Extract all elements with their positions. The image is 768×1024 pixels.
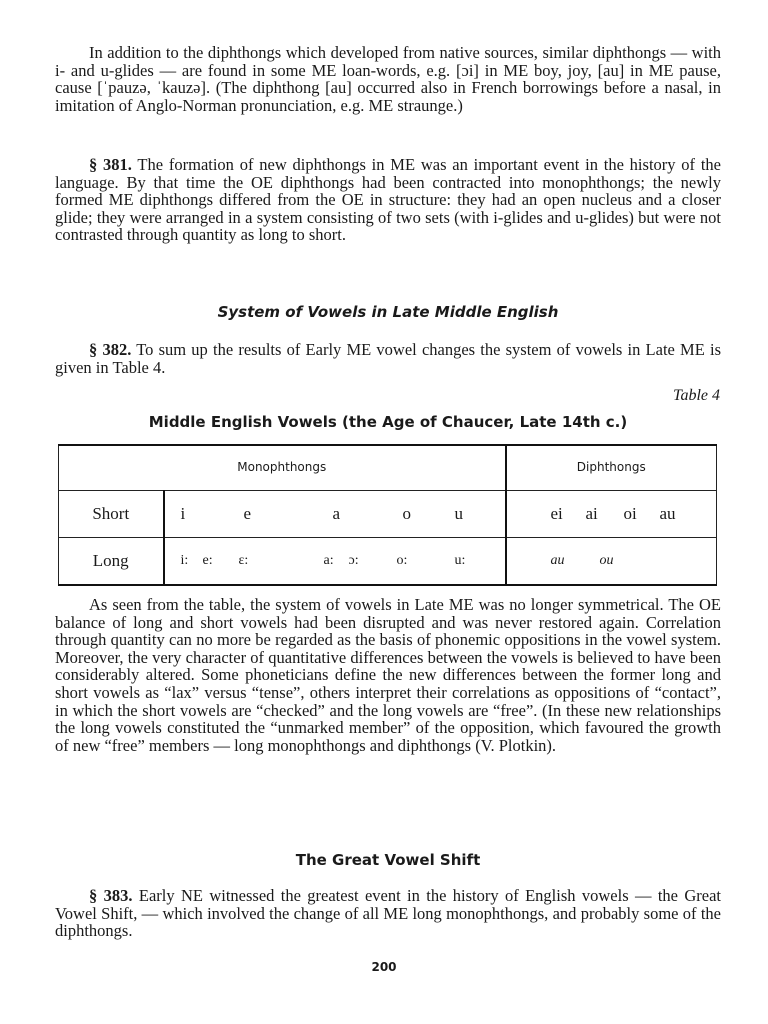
vowel-short-a: a xyxy=(332,504,341,524)
diphthong-short-au: au xyxy=(659,504,676,524)
section-number-381: § 381. xyxy=(89,155,132,174)
vowel-long-o: o: xyxy=(396,553,408,569)
paragraph-383 xyxy=(55,887,721,940)
diphthong-short-ai: ai xyxy=(585,504,598,524)
diphthong-short-ei: ei xyxy=(550,504,563,524)
paragraph-after-table: As seen from the table, the system of vowels in Late ME was no longer symmetrical. The OE balance of long and short vowels had been disrupted and was never restored again. Correlation through quantity can no more be regarded as the basis of phonemic oppositions in the vowel system. Moreover, the very character of quantitative differences between the vowels is believed to have been considerably altered. Some phoneticians define the new differences between the former long and short vowels as “lax” versus “tense”, others interpret their correlations as oppositions of “contact”, in which the short vowels are “checked” and the long vowels are “free”. (In these new relationships the long vowels constituted the “unmarked member” of the opposition, which favoured the growth of new “free” members — long monophthongs and diphthongs (V. Plotkin). xyxy=(55,595,721,755)
vowel-short-i: i xyxy=(180,504,186,524)
vowel-long-a: a: xyxy=(323,553,334,569)
diphthongs-header: Diphthongs xyxy=(506,445,717,491)
paragraph-diphthong-loanwords: In addition to the diphthongs which developed from native sources, similar diphthongs — with i- and u-glides — are found in some ME loan-words, e.g. [ɔi] in ME boy, joy, [au] in ME pause, cause [ˈpauzə, ˈkauzə]. (The diphthong [au] occurred also in French borrowings before a nasal, in imitation of Anglo-Norman pronunciation, e.g. ME straunge.) xyxy=(55,43,721,115)
table-row-long xyxy=(59,538,717,586)
diphthong-long-ou: ou xyxy=(599,553,614,569)
vowel-long-u: u: xyxy=(454,553,466,569)
vowel-short-e: e xyxy=(243,504,252,524)
short-monophthongs-cell xyxy=(164,491,506,538)
vowel-long-open-e: ɛ: xyxy=(238,553,249,569)
short-diphthongs-cell xyxy=(506,491,717,538)
vowel-short-u: u xyxy=(454,504,463,524)
diphthong-long-au: au xyxy=(550,553,565,569)
vowel-long-e: e: xyxy=(202,553,213,569)
table-header-row xyxy=(59,445,717,491)
vowel-short-o: o xyxy=(402,504,411,524)
section-text-383: Early NE witnessed the greatest event in the history of English vowels — the Great Vowel Shift, — which involved the change of all ME long monophthongs, and probably some of the diphthongs. xyxy=(55,886,722,941)
heading-great-vowel-shift: The Great Vowel Shift xyxy=(295,851,481,869)
table-row-short xyxy=(59,491,717,538)
section-number-383: § 383. xyxy=(89,886,133,905)
monophthongs-header: Monophthongs xyxy=(59,445,506,491)
section-text-382: To sum up the results of Early ME vowel changes the system of vowels in Late ME is given in Table 4. xyxy=(55,340,722,377)
paragraph-381 xyxy=(55,156,721,244)
section-number-382: § 382. xyxy=(89,340,132,359)
diphthong-short-oi: oi xyxy=(623,504,637,524)
page-number: 200 xyxy=(371,960,397,974)
long-diphthongs-cell xyxy=(506,538,717,586)
vowel-long-open-o: ɔ: xyxy=(348,553,359,569)
paragraph-382 xyxy=(55,341,721,376)
vowel-long-i: i: xyxy=(180,553,189,569)
table-label: Table 4 xyxy=(673,387,720,404)
row-label-long: Long xyxy=(59,538,164,586)
vowels-table xyxy=(58,444,717,586)
section-text-381: The formation of new diphthongs in ME was an important event in the history of the language. By that time the OE diphthongs had been contracted into monophthongs; the newly formed ME diphthongs differed from the OE in structure: they had an open nucleus and a closer glide; they were arranged in a system consisting of two sets (with i-glides and u-glides) but were not contrasted through quantity as long to short. xyxy=(55,155,722,245)
heading-system-of-vowels: System of Vowels in Late Middle English xyxy=(217,303,559,321)
row-label-short: Short xyxy=(59,491,164,538)
table-caption: Middle English Vowels (the Age of Chaucer, Late 14th c.) xyxy=(148,413,628,431)
long-monophthongs-cell xyxy=(164,538,506,586)
